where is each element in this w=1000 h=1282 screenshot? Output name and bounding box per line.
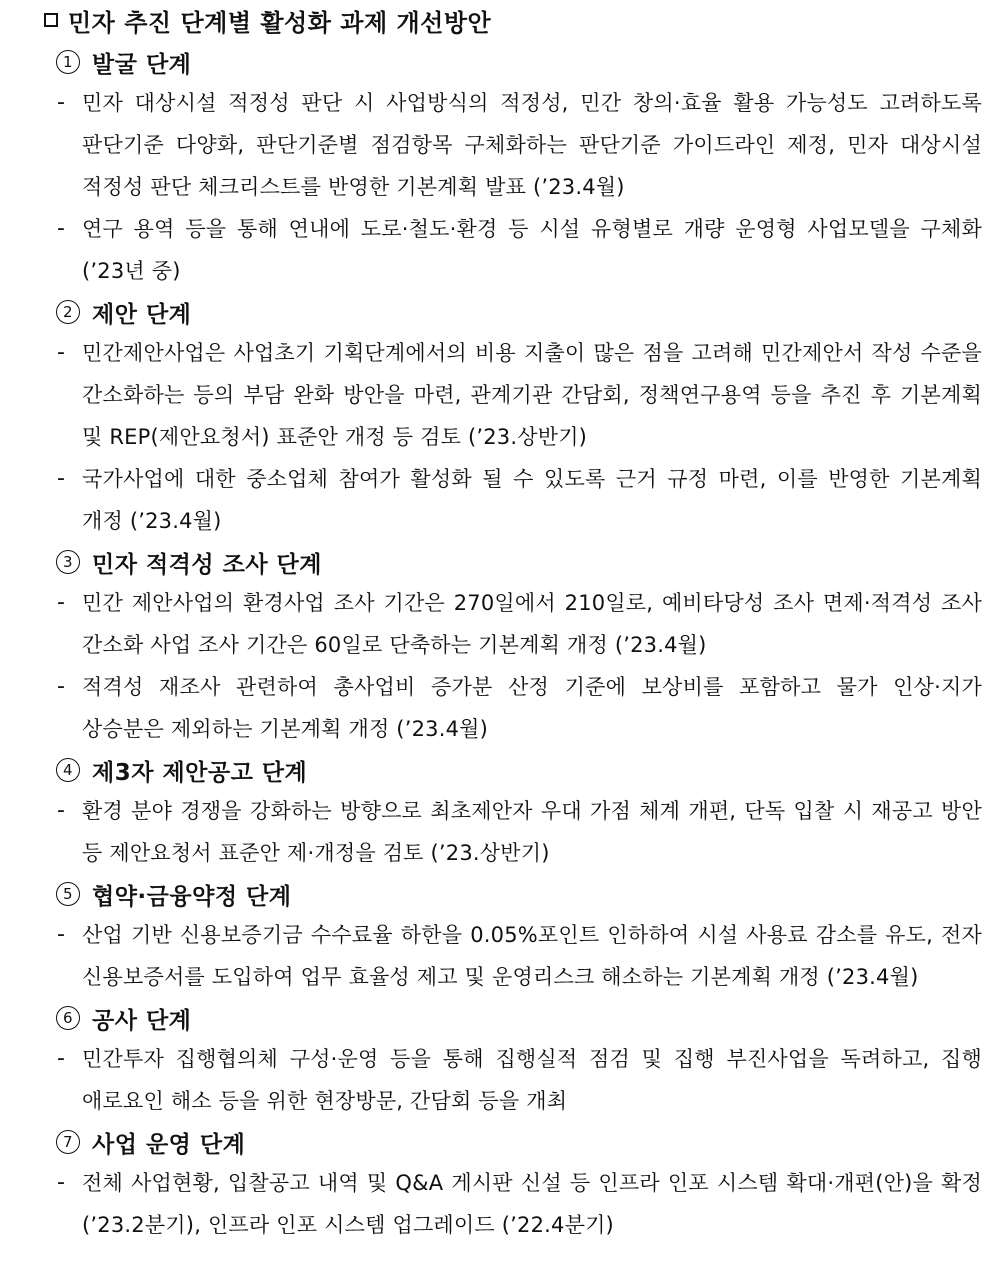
circled-number-icon: 5 (56, 882, 80, 906)
stage-section (44, 998, 982, 1122)
bullet-item (44, 332, 982, 458)
stage-section (44, 874, 982, 998)
circled-number-icon: 4 (56, 758, 80, 782)
bullet-text: 국가사업에 대한 중소업체 참여가 활성화 될 수 있도록 근거 규정 마련, 이를 반영한 기본계획 개정 (’23.4월) (82, 467, 982, 533)
circled-number-icon: 2 (56, 300, 80, 324)
circled-number-icon: 3 (56, 550, 80, 574)
stage-heading-text: 공사 단계 (92, 1007, 192, 1034)
stage-heading-text: 발굴 단계 (92, 51, 192, 78)
stage-section (44, 1122, 982, 1246)
stage-heading (56, 750, 982, 790)
stage-heading (56, 1122, 982, 1162)
bullet-item (44, 458, 982, 542)
bullet-item (44, 82, 982, 208)
bullet-text: 전체 사업현황, 입찰공고 내역 및 Q&A 게시판 신설 등 인프라 인포 시스템 확대·개편(안)을 확정(’23.2분기), 인프라 인포 시스템 업그레이드 (’22.4분기) (82, 1171, 982, 1237)
square-bullet-icon (44, 13, 58, 27)
bullet-text: 적격성 재조사 관련하여 총사업비 증가분 산정 기준에 보상비를 포함하고 물가 인상·지가 상승분은 제외하는 기본계획 개정 (’23.4월) (82, 675, 982, 741)
dash-bullet-icon: - (57, 216, 65, 241)
stage-section (44, 542, 982, 750)
document-title-text: 민자 추진 단계별 활성화 과제 개선방안 (68, 8, 492, 37)
bullet-item (44, 208, 982, 292)
bullet-text: 민간투자 집행협의체 구성·운영 등을 통해 집행실적 점검 및 집행 부진사업을 독려하고, 집행 애로요인 해소 등을 위한 현장방문, 간담회 등을 개최 (82, 1047, 982, 1113)
stage-heading-text: 사업 운영 단계 (92, 1131, 246, 1158)
stage-heading-text: 제안 단계 (92, 301, 192, 328)
stage-list (44, 42, 982, 1246)
dash-bullet-icon: - (57, 922, 65, 947)
bullet-text: 민자 대상시설 적정성 판단 시 사업방식의 적정성, 민간 창의·효율 활용 가능성도 고려하도록 판단기준 다양화, 판단기준별 점검항목 구체화하는 판단기준 가이드라인 제정, 민자 대상시설 적정성 판단 체크리스트를 반영한 기본계획 발표 (’23.4월) (82, 91, 982, 199)
dash-bullet-icon: - (57, 1046, 65, 1071)
bullet-text: 산업 기반 신용보증기금 수수료율 하한을 0.05%포인트 인하하여 시설 사용료 감소를 유도, 전자 신용보증서를 도입하여 업무 효율성 제고 및 운영리스크 해소하는 기본계획 개정 (’23.4월) (82, 923, 982, 989)
stage-heading-text: 협약·금융약정 단계 (92, 883, 292, 910)
bullet-item (44, 666, 982, 750)
circled-number-icon: 1 (56, 50, 80, 74)
bullet-item (44, 1162, 982, 1246)
bullet-item (44, 582, 982, 666)
bullet-text: 민간 제안사업의 환경사업 조사 기간은 270일에서 210일로, 예비타당성 조사 면제·적격성 조사 간소화 사업 조사 기간은 60일로 단축하는 기본계획 개정 (’23.4월) (82, 591, 982, 657)
stage-section (44, 750, 982, 874)
dash-bullet-icon: - (57, 798, 65, 823)
stage-heading (56, 292, 982, 332)
bullet-text: 환경 분야 경쟁을 강화하는 방향으로 최초제안자 우대 가점 체계 개편, 단독 입찰 시 재공고 방안 등 제안요청서 표준안 제·개정을 검토 (’23.상반기) (82, 799, 982, 865)
stage-heading-text: 제3자 제안공고 단계 (92, 759, 308, 786)
bullet-item (44, 790, 982, 874)
stage-heading (56, 42, 982, 82)
document-title (44, 2, 982, 38)
dash-bullet-icon: - (57, 466, 65, 491)
stage-section (44, 42, 982, 292)
dash-bullet-icon: - (57, 674, 65, 699)
stage-heading (56, 542, 982, 582)
stage-heading (56, 874, 982, 914)
bullet-text: 민간제안사업은 사업초기 기획단계에서의 비용 지출이 많은 점을 고려해 민간제안서 작성 수준을 간소화하는 등의 부담 완화 방안을 마련, 관계기관 간담회, 정책연구용역 등을 추진 후 기본계획 및 REP(제안요청서) 표준안 개정 등 검토 (’23.상반기) (82, 341, 982, 449)
dash-bullet-icon: - (57, 340, 65, 365)
circled-number-icon: 7 (56, 1130, 80, 1154)
stage-section (44, 292, 982, 542)
stage-heading (56, 998, 982, 1038)
dash-bullet-icon: - (57, 90, 65, 115)
dash-bullet-icon: - (57, 590, 65, 615)
circled-number-icon: 6 (56, 1006, 80, 1030)
dash-bullet-icon: - (57, 1170, 65, 1195)
bullet-item (44, 914, 982, 998)
stage-heading-text: 민자 적격성 조사 단계 (92, 551, 322, 578)
bullet-text: 연구 용역 등을 통해 연내에 도로·철도·환경 등 시설 유형별로 개량 운영형 사업모델을 구체화 (’23년 중) (82, 217, 982, 283)
bullet-item (44, 1038, 982, 1122)
